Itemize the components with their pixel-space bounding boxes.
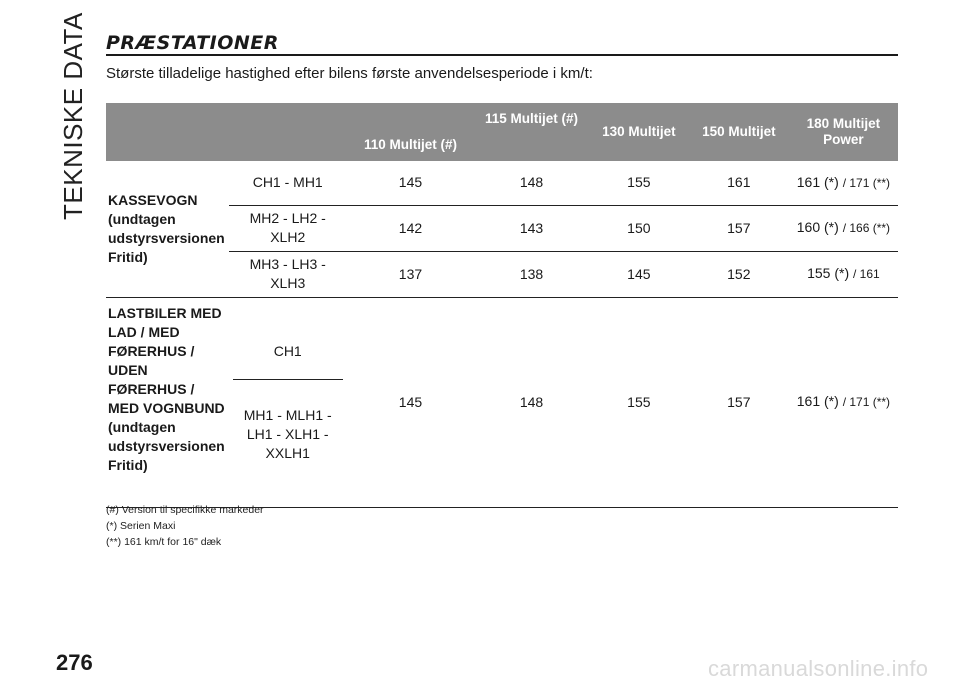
header-cell: 115 Multijet (#) <box>474 103 589 161</box>
table-row <box>106 161 898 205</box>
value-cell <box>789 251 898 297</box>
value-main: 161 (*) <box>796 173 839 190</box>
value-cell: 145 <box>347 297 475 507</box>
table-row <box>106 297 898 507</box>
variant-cell: MH3 - LH3 - XLH3 <box>229 251 347 297</box>
side-section-label <box>46 12 96 220</box>
watermark: carmanualsonline.info <box>708 656 929 681</box>
value-cell: 145 <box>347 161 475 205</box>
value-cell: 155 <box>589 161 689 205</box>
variant-cell: CH1 - MH1 <box>229 161 347 205</box>
page-number: 276 <box>56 650 93 675</box>
footnote: (**) 161 km/t for 16" dæk <box>106 536 222 548</box>
value-note: / 171 (**) <box>842 395 891 409</box>
variant-cell <box>229 297 347 507</box>
section-subtitle: Største tilladelige hastighed efter bilens første anvendelsesperiode i km/t: <box>106 65 593 82</box>
performance-table <box>106 103 898 508</box>
value-cell: 138 <box>474 251 589 297</box>
value-main: 155 (*) <box>807 265 850 281</box>
header-cell: 150 Multijet <box>689 103 789 161</box>
table-header-row <box>106 103 898 161</box>
footnotes <box>106 502 264 550</box>
header-cell: 180 Multijet Power <box>789 103 898 161</box>
header-cell: 130 Multijet <box>589 103 689 161</box>
header-cell <box>229 103 347 161</box>
footnote: (*) Serien Maxi <box>106 520 176 532</box>
header-cell: 110 Multijet (#) <box>347 103 475 161</box>
value-cell <box>789 161 898 205</box>
value-note: / 171 (**) <box>842 175 891 190</box>
value-cell: 148 <box>474 161 589 205</box>
value-cell: 143 <box>474 205 589 251</box>
value-note: / 166 (**) <box>842 221 891 235</box>
title-underline <box>106 54 898 56</box>
value-note: / 161 <box>853 267 880 281</box>
value-cell: 150 <box>589 205 689 251</box>
value-cell: 142 <box>347 205 475 251</box>
value-cell: 152 <box>689 251 789 297</box>
variant-cell: MH2 - LH2 - XLH2 <box>229 205 347 251</box>
variant-b: MH1 - MLH1 - LH1 - XLH1 - XXLH1 <box>243 406 332 461</box>
value-cell: 148 <box>474 297 589 507</box>
footnote: (#) Version til specifikke markeder <box>106 504 264 516</box>
value-main: 160 (*) <box>796 219 839 235</box>
group-label-kassevogn: KASSEVOGN (undtagen udstyrsversionen Fritid) <box>106 161 229 297</box>
variant-a: CH1 <box>273 342 302 359</box>
variant-stack <box>233 342 343 463</box>
header-cell <box>106 103 229 161</box>
variant-divider <box>233 379 343 380</box>
value-cell <box>789 297 898 507</box>
value-cell: 137 <box>347 251 475 297</box>
group-label-lastbiler: LASTBILER MED LAD / MED FØRERHUS / UDEN FØRERHUS / MED VOGNBUND (undtagen udstyrsversionen Fritid) <box>106 297 229 507</box>
value-cell: 161 <box>689 161 789 205</box>
side-section-label-text: TEKNISKE DATA <box>58 12 88 220</box>
section-title: PRÆSTATIONER <box>106 32 279 54</box>
value-main: 161 (*) <box>796 393 839 409</box>
value-cell: 145 <box>589 251 689 297</box>
value-cell: 157 <box>689 205 789 251</box>
value-cell: 155 <box>589 297 689 507</box>
value-cell <box>789 205 898 251</box>
value-cell: 157 <box>689 297 789 507</box>
